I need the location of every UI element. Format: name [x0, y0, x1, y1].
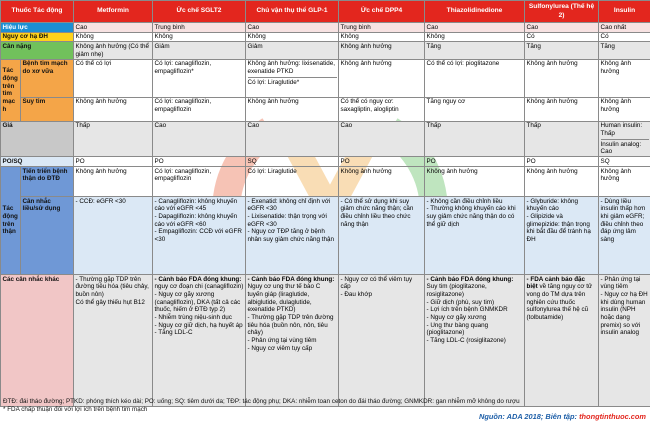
row-hieu-luc — [1, 23, 650, 33]
cell-line: - Nguy cơ hạ ĐH khi dùng human insulin (NPH hoặc dạng premix) so với insulin analog — [600, 290, 648, 337]
header-cell: Thuốc Tác động — [1, 1, 74, 23]
footnote-abbreviations: ĐTĐ: đái tháo đường; PTKD: phóng thích kéo dài; PO: uống; SQ: tiêm dưới da; TĐP: tác động phụ; DKA: nhiễm toan ceton do đái tháo đường; GNMKDR: gan nhiễm mỡ không do rượu — [3, 398, 520, 405]
table-cell: PO — [339, 157, 425, 167]
cell-line: - Cảnh báo FDA đóng khung: Suy tim (pioglitazone, rosiglitazone) — [426, 275, 514, 298]
table-cell: PO — [525, 157, 599, 167]
table-cell — [425, 275, 525, 407]
table-cell — [599, 197, 650, 275]
table-cell: Có — [599, 32, 650, 42]
cell-line: - Nguy cơ có thể viêm tụy cấp — [340, 275, 413, 291]
cell-line: - Tăng LDL-C — [154, 329, 193, 337]
row-label: Cân nặng — [1, 42, 74, 59]
table-cell: Giảm — [246, 42, 339, 59]
header-cell: Ức chế SGLT2 — [153, 1, 246, 23]
source-site-link[interactable]: thongtinthuoc.com — [579, 412, 646, 421]
table-cell: Không ảnh hưởng — [74, 97, 153, 121]
header-cell: Sulfonylurea (Thế hệ 2) — [525, 1, 599, 23]
table-cell: SQ — [246, 157, 339, 167]
cell-line-bold: - Cảnh báo FDA đóng khung: — [154, 275, 242, 283]
table-cell: Có thể có lợi: pioglitazone — [425, 59, 525, 97]
table-cell: Thấp — [74, 121, 153, 157]
table-cell — [74, 197, 153, 275]
table-cell: Không ảnh hưởng — [74, 167, 153, 197]
table-cell: Giảm — [153, 42, 246, 59]
cell-line: - Không cần điều chỉnh liều — [426, 197, 503, 205]
row-label: Tiến triển bệnh thận do ĐTĐ — [21, 167, 74, 197]
row-po-sq — [1, 157, 650, 167]
row-label: Suy tim — [21, 97, 74, 121]
cell-text: Human insulin: Thấp — [600, 122, 643, 137]
group-label-tim-mach: Tác động trên tim mạch — [1, 59, 21, 121]
table-cell: Có lợi: canagliflozin, empagliflozin — [153, 167, 246, 197]
row-tien-trien — [1, 167, 650, 197]
source-line — [479, 412, 646, 421]
table-cell: Không ảnh hưởng (Có thể giảm nhẹ) — [74, 42, 153, 59]
cell-line: - Thường gặp TDP trên đường tiêu hóa (buồn nôn, nôn, tiêu chảy) — [247, 313, 334, 337]
table-cell: Không ảnh hưởng — [246, 97, 339, 121]
cell-line: - Exenatid: không chỉ định với eGFR <30 — [247, 197, 331, 213]
table-cell: PO — [425, 157, 525, 167]
cell-line: - Empagliflozin: CCĐ với eGFR <30 — [154, 228, 242, 243]
table-cell: Trung bình — [339, 23, 425, 33]
table-cell — [153, 197, 246, 275]
cell-line: - Glipizide và glimepizide: thận trọng khi bắt đầu để tránh hạ ĐH — [526, 212, 591, 243]
row-can-nhac-khac — [1, 275, 650, 407]
group-label-than: Tác động trên thận — [1, 167, 21, 275]
row-chinh-lieu — [1, 197, 650, 275]
table-cell: Có thể có lợi — [74, 59, 153, 97]
table-cell: Cao — [425, 23, 525, 33]
table-cell: Cao — [525, 23, 599, 33]
table-cell: Tăng — [525, 42, 599, 59]
row-gia — [1, 121, 650, 157]
table-cell: Không — [246, 32, 339, 42]
table-cell — [339, 275, 425, 407]
table-cell: Không ảnh hưởng — [339, 42, 425, 59]
table-cell: Cao — [153, 121, 246, 157]
table-cell: Không ảnh hưởng — [425, 167, 525, 197]
header-cell: Ức chế DPP4 — [339, 1, 425, 23]
header-cell: Chủ vận thụ thể GLP-1 — [246, 1, 339, 23]
cell-line: - CCĐ: eGFR <30 — [75, 197, 126, 205]
header-row — [1, 1, 650, 23]
cell-line: - Đau khớp — [340, 290, 372, 298]
table-cell: Không ảnh hưởng — [339, 167, 425, 197]
table-cell: Có lợi: Liraglutide — [246, 167, 339, 197]
table-cell: Không ảnh hưởng — [599, 167, 650, 197]
table-cell: Không — [74, 32, 153, 42]
table-cell: Không ảnh hưởng — [525, 59, 599, 97]
table-cell: Không — [339, 32, 425, 42]
footnote-fda: * FDA chấp thuận đối với lợi ích trên bệnh tim mạch — [3, 406, 148, 413]
cell-line: - Ung thư bàng quang (pioglitazone) — [426, 321, 489, 337]
cell-line: - Dùng liều insulin thấp hơn khi giảm eGFR; điều chỉnh theo đáp ứng lâm sàng — [600, 197, 646, 243]
header-cell: Thiazolidinedione — [425, 1, 525, 23]
table-cell: PO — [74, 157, 153, 167]
cell-line: - Giữ dịch (phù, suy tim) — [426, 298, 495, 306]
table-cell: Tăng — [425, 42, 525, 59]
table-cell — [246, 275, 339, 407]
table-cell: Không — [153, 32, 246, 42]
table-cell: Cao — [74, 23, 153, 33]
header-cell: Metformin — [74, 1, 153, 23]
row-label: Bệnh tim mạch do xơ vữa — [21, 59, 74, 97]
cell-line: - Dapagliflozin: không khuyến cáo với eGFR <60 — [154, 212, 238, 228]
table-cell — [339, 197, 425, 275]
table-cell: Thấp — [425, 121, 525, 157]
table-cell: PO — [153, 157, 246, 167]
cell-line: - Lixisenatide: thận trọng với eGFR <30 — [247, 212, 327, 228]
row-label: Các cân nhắc khác — [1, 275, 74, 407]
cell-line: - Nguy cơ giữ dịch, hạ huyết áp — [154, 321, 243, 329]
table-cell: Không — [425, 32, 525, 42]
cell-line: - Tăng LDL-C (rosiglitazone) — [426, 336, 506, 344]
row-can-nang — [1, 42, 650, 59]
table-cell — [74, 275, 153, 407]
row-label: Cân nhắc liều/sử dụng — [21, 197, 74, 275]
row-label: PO/SQ — [1, 157, 74, 167]
row-label: Nguy cơ hạ ĐH — [1, 32, 74, 42]
cell-line-bold: - Cảnh báo FDA đóng khung: — [426, 275, 514, 283]
table-cell: SQ — [599, 157, 650, 167]
cell-line: Có thể gây thiếu hụt B12 — [75, 298, 145, 306]
row-ha-dh — [1, 32, 650, 42]
table-cell — [599, 121, 650, 157]
cell-line: - Phản ứng tại vùng tiêm — [247, 336, 317, 344]
cell-text: Không ảnh hưởng: lixisenatide, exenatide PTKD — [247, 60, 335, 75]
table-cell — [525, 275, 599, 407]
cell-line: - Nguy cơ gãy xương (canagliflozin), DKA (tất cả các thuốc, hiếm ở ĐTĐ typ 2) — [154, 290, 241, 314]
table-cell: Không ảnh hưởng — [339, 59, 425, 97]
row-label: Hiệu lực — [1, 23, 74, 33]
table-cell: Cao nhất — [599, 23, 650, 33]
cell-line: - Nguy cơ viêm tụy cấp — [247, 344, 313, 352]
table-cell — [153, 275, 246, 407]
table-cell: Trung bình — [153, 23, 246, 33]
table-cell: Tăng — [599, 42, 650, 59]
cell-subtext: Insulin analog: Cao — [601, 139, 649, 156]
row-benh-tim-mach — [1, 59, 650, 97]
table-cell — [246, 197, 339, 275]
source-text: ADA 2018; Biên tập: — [506, 412, 578, 421]
header-cell: Insulin — [599, 1, 650, 23]
table-cell: Không ảnh hưởng — [525, 97, 599, 121]
cell-subtext: Có lợi: Liraglutide* — [248, 77, 337, 87]
table-cell — [246, 59, 339, 97]
table-cell — [525, 197, 599, 275]
table-cell — [599, 275, 650, 407]
cell-line: - Glyburide: không khuyến cáo — [526, 197, 578, 213]
source-label: Nguồn: — [479, 412, 505, 421]
cell-line: - Thường gặp TDP trên đường tiêu hóa (tiêu chảy, buồn nôn) — [75, 275, 149, 298]
table-cell: Không ảnh hưởng — [599, 97, 650, 121]
cell-line: - Có thể sử dụng khi suy giảm chức năng thận; cần điều chỉnh liều theo chức năng thận — [340, 197, 414, 228]
cell-line-bold: - Cảnh báo FDA đóng khung: — [247, 275, 335, 283]
table-cell: Không ảnh hưởng — [525, 167, 599, 197]
table-cell: Có thể có nguy cơ: saxagliptin, alogliptin — [339, 97, 425, 121]
cell-line: - Thường không khuyến cáo khi suy giảm chức năng thận do có thể giữ dịch — [426, 205, 516, 228]
cell-line: - Cảnh báo FDA đóng khung: nguy cơ đoạn chi (canagliflozin) — [154, 275, 244, 291]
table-cell: Cao — [246, 23, 339, 33]
cell-line: - Lợi ích trên bệnh GNMKDR — [426, 306, 508, 314]
table-cell: Tăng nguy cơ — [425, 97, 525, 121]
table-cell: Thấp — [525, 121, 599, 157]
table-cell: Không ảnh hưởng — [599, 59, 650, 97]
cell-line: - Canagliflozin: không khuyến cáo với eGFR <45 — [154, 197, 238, 213]
table-cell: Có lợi: canagliflozin, empagliflozin — [153, 97, 246, 121]
cell-line: - Nguy cơ TĐP tăng ở bệnh nhân suy giảm chức năng thận — [247, 228, 334, 243]
cell-line: - FDA cảnh báo đặc biệt về tăng nguy cơ tử vong do TM dựa trên nghiên cứu thuốc sulfonylurea thế hệ cũ (tolbutamide) — [526, 275, 593, 321]
table-cell: Có — [525, 32, 599, 42]
table-cell: Cao — [246, 121, 339, 157]
table-cell — [425, 197, 525, 275]
row-label: Giá — [1, 121, 74, 157]
cell-line: - Cảnh báo FDA đóng khung: Nguy cơ ung thư tế bào C tuyến giáp (liraglutide, albiglutide, dulaglutide, exenatide PTKD) — [247, 275, 335, 314]
table-cell: Có lợi: canagliflozin, empagliflozin* — [153, 59, 246, 97]
row-suy-tim — [1, 97, 650, 121]
cell-line: - Nhiễm trùng niệu-sinh dục — [154, 313, 232, 321]
cell-line: - Phản ứng tại vùng tiêm — [600, 275, 641, 291]
table-cell: Cao — [339, 121, 425, 157]
cell-line-bold: - FDA cảnh báo đặc biệt — [526, 275, 586, 291]
cell-line: - Nguy cơ gãy xương — [426, 313, 487, 321]
